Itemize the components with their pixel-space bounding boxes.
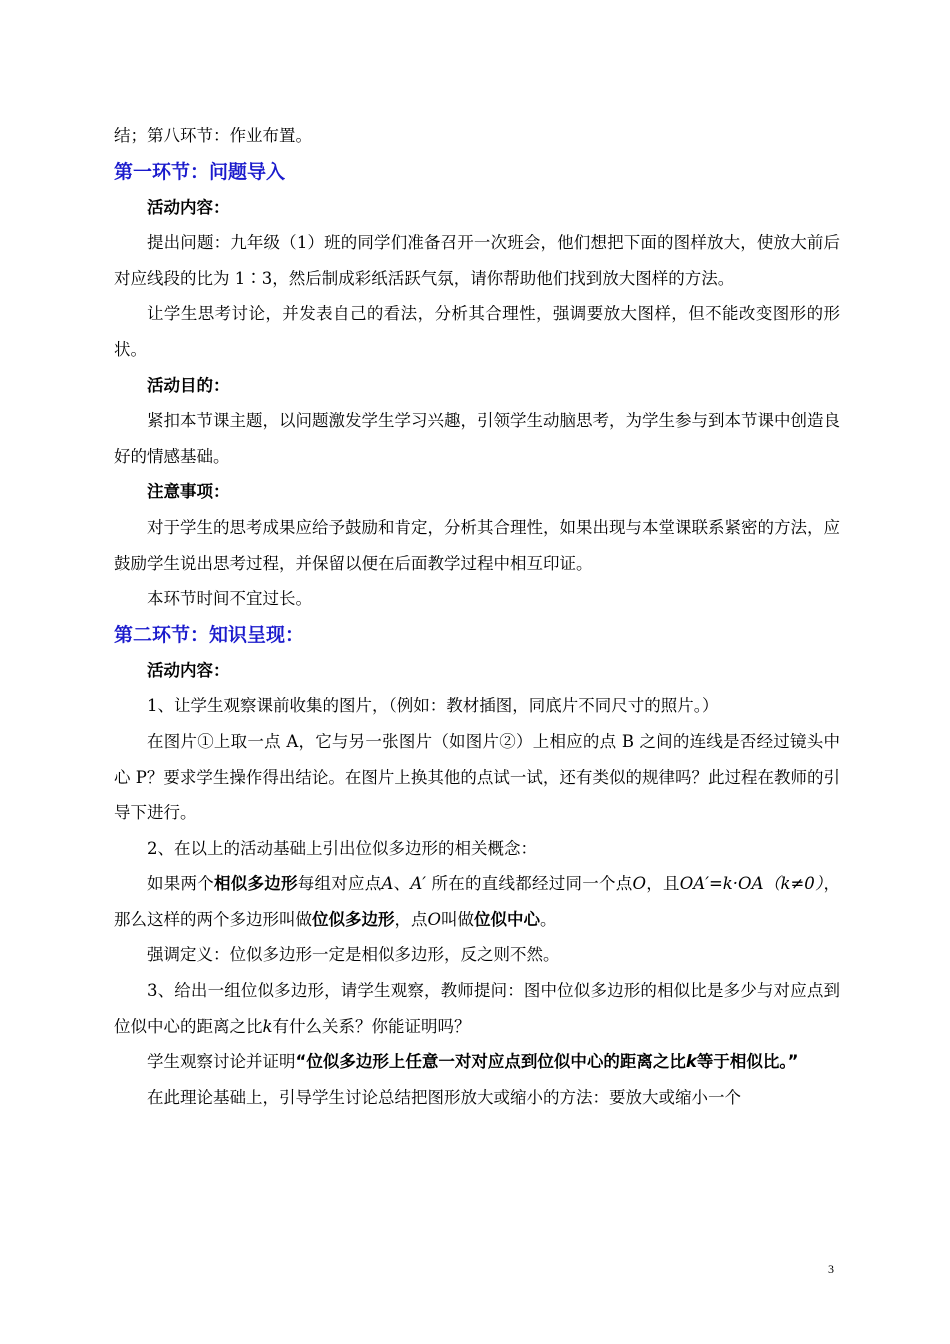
paragraph: 紧扣本节课主题，以问题激发学生学习兴趣，引领学生动脑思考，为学生参与到本节课中创造良好的情感基础。 xyxy=(114,411,840,466)
emphasis: 等于相似比。” xyxy=(696,1052,799,1072)
math-var: k xyxy=(685,1052,697,1072)
paragraph: 2、在以上的活动基础上引出位似多边形的相关概念： xyxy=(147,838,537,858)
text: 所在的直线都经过同一个点 xyxy=(426,874,633,894)
text: 每组对应点 xyxy=(297,874,382,894)
text: 、 xyxy=(393,874,411,894)
paragraph xyxy=(114,1044,840,1080)
math-var: O xyxy=(632,874,647,894)
paragraph: 1、让学生观察课前收集的图片，（例如：教材插图，同底片不同尺寸的照片。） xyxy=(147,696,719,716)
paragraph xyxy=(114,973,840,1044)
paragraph: 在图片①上取一点 A，它与另一张图片（如图片②）上相应的点 B 之间的连线是否经过镜头中心 P？要求学生操作得出结论。在图片上换其他的点试一试，还有类似的规律吗？此过程在教师的引导下进行。 xyxy=(114,731,840,823)
text: ，那么这样的两个多边形叫做 xyxy=(114,874,841,929)
subheading-activity-purpose: 活动目的： xyxy=(147,375,230,395)
subheading-notes: 注意事项： xyxy=(147,482,230,502)
term: 位似多边形 xyxy=(312,909,395,929)
paragraph: 对于学生的思考成果应给予鼓励和肯定，分析其合理性，如果出现与本堂课联系紧密的方法，应鼓励学生说出思考过程，并保留以便在后面教学过程中相互印证。 xyxy=(114,517,840,573)
math-var: k xyxy=(262,1016,273,1036)
term: 相似多边形 xyxy=(213,874,298,894)
text: ，且 xyxy=(646,874,680,894)
paragraph: 强调定义：位似多边形一定是相似多边形，反之则不然。 xyxy=(147,945,560,965)
paragraph: 本环节时间不宜过长。 xyxy=(147,589,312,609)
math-var: O xyxy=(427,909,442,929)
text: 叫做 xyxy=(441,909,475,929)
term: 位似中心 xyxy=(474,909,541,929)
text: 有什么关系？你能证明吗？ xyxy=(272,1016,471,1036)
document-page xyxy=(114,0,840,1115)
text: 3、给出一组位似多边形，请学生观察，教师提问：图中位似多边形的相似比是多少与对应点到位似中心的距离之比 xyxy=(114,981,840,1036)
paragraph-continued: 结；第八环节：作业布置。 xyxy=(114,126,312,145)
math-var: A xyxy=(381,874,394,894)
math-expression: OA′=k·OA（k≠0） xyxy=(679,874,824,894)
section-heading-2: 第二环节：知识呈现： xyxy=(114,623,305,646)
text: 。 xyxy=(540,909,557,929)
paragraph: 让学生思考讨论，并发表自己的看法，分析其合理性，强调要放大图样，但不能改变图形的形状。 xyxy=(114,304,840,359)
text: 学生观察讨论并证明 xyxy=(147,1052,296,1072)
math-var: A′ xyxy=(410,874,427,894)
page-number: 3 xyxy=(828,1262,834,1276)
text: 如果两个 xyxy=(147,874,214,894)
section-heading-1: 第一环节：问题导入 xyxy=(114,160,286,183)
subheading-activity-content: 活动内容： xyxy=(147,660,230,680)
text: ，点 xyxy=(394,909,428,929)
definition-paragraph xyxy=(114,866,840,937)
paragraph: 在此理论基础上，引导学生讨论总结把图形放大或缩小的方法：要放大或缩小一个 xyxy=(147,1087,741,1107)
emphasis: “位似多边形上任意一对对应点到位似中心的距离之比 xyxy=(295,1052,686,1072)
subheading-activity-content: 活动内容： xyxy=(147,197,230,217)
paragraph: 提出问题：九年级（1）班的同学们准备召开一次班会，他们想把下面的图样放大，使放大前后对应线段的比为 1∶3，然后制成彩纸活跃气氛，请你帮助他们找到放大图样的方法。 xyxy=(114,233,840,288)
